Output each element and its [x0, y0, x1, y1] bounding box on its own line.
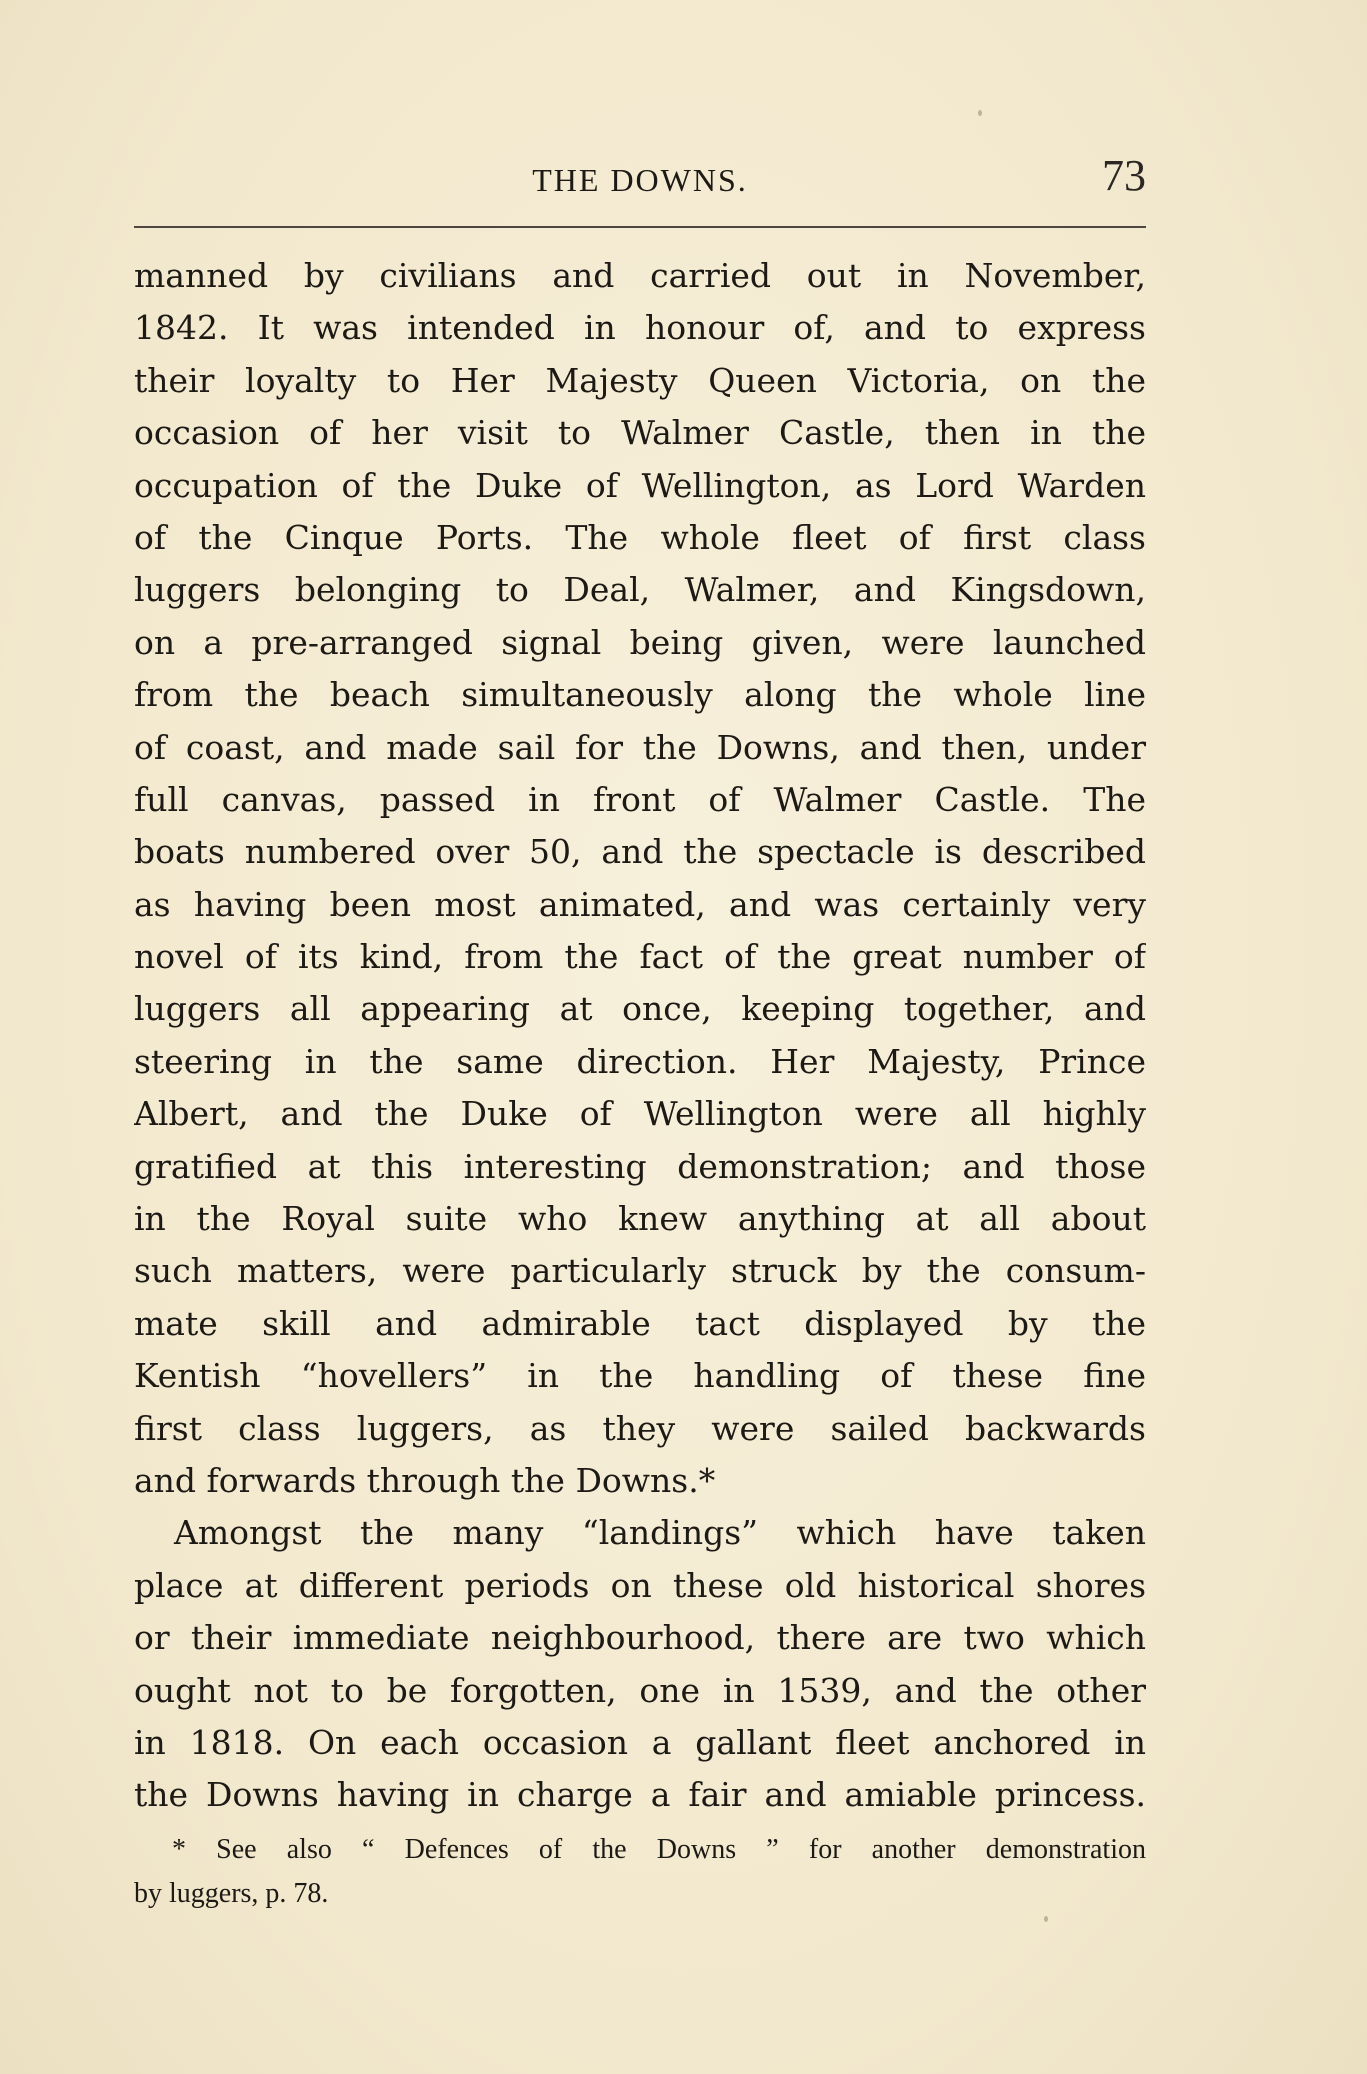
- body-text: [134, 250, 1146, 1822]
- text-line: mate skill and admirable tact displayed by the: [134, 1303, 1146, 1343]
- text-line: the Downs having in charge a fair and amiable princess.: [134, 1775, 1146, 1815]
- text-line: in 1818. On each occasion a gallant fleet anchored in: [134, 1722, 1146, 1762]
- running-head: THE DOWNS.: [532, 162, 748, 198]
- text-line: in the Royal suite who knew anything at all about: [134, 1199, 1146, 1239]
- text-line: such matters, were particularly struck by the consum-: [134, 1251, 1146, 1291]
- text-line: place at different periods on these old historical shores: [134, 1565, 1146, 1605]
- paper-speck: [1044, 1916, 1048, 1922]
- text-line: as having been most animated, and was certainly very: [134, 884, 1146, 924]
- header-rule: [134, 226, 1146, 228]
- text-line: their loyalty to Her Majesty Queen Victoria, on the: [134, 360, 1146, 400]
- text-line: ought not to be forgotten, one in 1539, and the other: [134, 1670, 1146, 1710]
- text-line: Albert, and the Duke of Wellington were all highly: [134, 1094, 1146, 1134]
- text-line: first class luggers, as they were sailed backwards: [134, 1408, 1146, 1448]
- text-line: of the Cinque Ports. The whole fleet of first class: [134, 517, 1146, 557]
- text-line: on a pre-arranged signal being given, were launched: [134, 622, 1146, 662]
- text-line: or their immediate neighbourhood, there are two which: [134, 1618, 1146, 1658]
- text-line: full canvas, passed in front of Walmer Castle. The: [134, 779, 1146, 819]
- text-line: gratified at this interesting demonstration; and those: [134, 1146, 1146, 1186]
- text-line: novel of its kind, from the fact of the great number of: [134, 937, 1146, 977]
- text-line: from the beach simultaneously along the whole line: [134, 675, 1146, 715]
- page-number: 73: [1102, 151, 1146, 200]
- text-line: luggers belonging to Deal, Walmer, and Kingsdown,: [134, 570, 1146, 610]
- text-line: steering in the same direction. Her Majesty, Prince: [134, 1041, 1146, 1081]
- text-line: 1842. It was intended in honour of, and to express: [134, 308, 1146, 348]
- text-line: occasion of her visit to Walmer Castle, then in the: [134, 413, 1146, 453]
- text-line: of coast, and made sail for the Downs, and then, under: [134, 727, 1146, 767]
- text-line: occupation of the Duke of Wellington, as Lord Warden: [134, 465, 1146, 505]
- footnote: [134, 1828, 1146, 1916]
- paper-speck: [978, 110, 982, 116]
- page-header: [134, 150, 1146, 210]
- text-line: and forwards through the Downs.*: [134, 1460, 716, 1500]
- text-line: luggers all appearing at once, keeping together, and: [134, 989, 1146, 1029]
- text-line: Amongst the many “landings” which have taken: [174, 1513, 1146, 1553]
- text-line: boats numbered over 50, and the spectacle is described: [134, 832, 1146, 872]
- text-line: Kentish “hovellers” in the handling of these fine: [134, 1356, 1146, 1396]
- text-line: manned by civilians and carried out in November,: [134, 256, 1146, 295]
- footnote-line: * See also “ Defences of the Downs ” for another demonstration: [172, 1834, 1146, 1865]
- footnote-line: by luggers, p. 78.: [134, 1878, 329, 1909]
